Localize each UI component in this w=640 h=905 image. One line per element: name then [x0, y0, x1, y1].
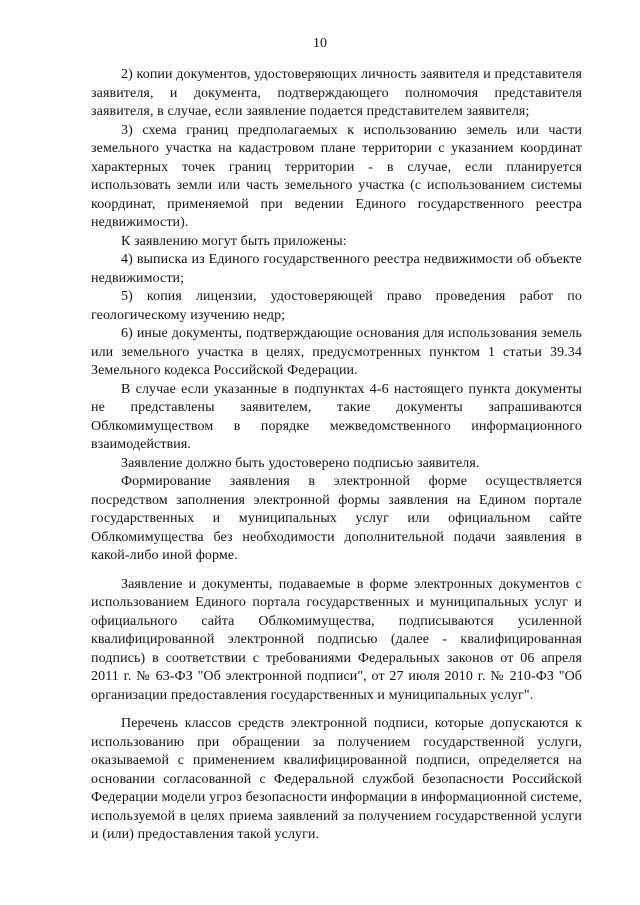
paragraph-applicant-signature: Заявление должно быть удостоверено подписью заявителя.: [121, 455, 480, 471]
paragraph-copies-of-identity-documents: 2) копии документов, удостоверяющих личность заявителя и представителя заявителя, и документа, подтверждающего полномочия представителя заявителя, в случае, если заявление подается представителем заявителя;: [91, 67, 582, 119]
paragraph-other-documents: 6) иные документы, подтверждающие основания для использования земель или земельного участка в целях, предусмотренных пунктом 1 статьи 39.34 Земельного кодекса Российской Федерации.: [91, 326, 582, 378]
paragraph-electronic-form: Формирование заявления в электронной форме осуществляется посредством заполнения электронной формы заявления на Едином портале государственных и муниципальных услуг или официальном сайте Облкомимущества без необходимости дополнительной подачи заявления в какой-либо иной форме.: [91, 474, 582, 563]
paragraph-license-copy: 5) копия лицензии, удостоверяющей право проведения работ по геологическому изучению недр;: [91, 289, 582, 323]
paragraph-signature-classes: Перечень классов средств электронной подписи, которые допускаются к использованию при обращении за получением государственной услуги, оказываемой с применением квалифицированной подписи, определяется на основании согласованной с Федеральной службой безопасности Российской Федерации модели угроз безопасности информации в информационной системе, используемой в целях приема заявлений за получением государственной услуги и (или) предоставления такой услуги.: [91, 716, 582, 842]
document-body: [91, 66, 582, 845]
paragraph-boundary-scheme: 3) схема границ предполагаемых к использованию земель или части земельного участка на кадастровом плане территории с указанием координат характерных точек границ территории - в случае, если планируется использовать земли или часть земельного участка (с использованием системы координат, применяемой при ведении Единого государственного реестра недвижимости).: [91, 122, 582, 230]
paragraph-registry-extract: 4) выписка из Единого государственного реестра недвижимости об объекте недвижимости;: [91, 252, 582, 286]
page-number: 10: [313, 36, 327, 51]
paragraph-interagency-request: В случае если указанные в подпунктах 4-6 настоящего пункта документы не представлены заявителем, такие документы запрашиваются Облкомимуществом в порядке межведомственного информационного взаимодействия.: [91, 381, 582, 452]
paragraph-qualified-signature: Заявление и документы, подаваемые в форме электронных документов с использованием Единого портала государственных и муниципальных услуг и официального сайта Облкомимущества, подписываются усиленной квалифицированной электронной подписью (далее - квалифицированная подпись) в соответствии с требованиями Федеральных законов от 06 апреля 2011 г. № 63-ФЗ "Об электронной подписи", от 27 июля 2010 г. № 210-ФЗ "Об организации предоставления государственных и муниципальных услуг".: [91, 576, 582, 703]
paragraph-attachments-intro: К заявлению могут быть приложены:: [121, 233, 347, 249]
